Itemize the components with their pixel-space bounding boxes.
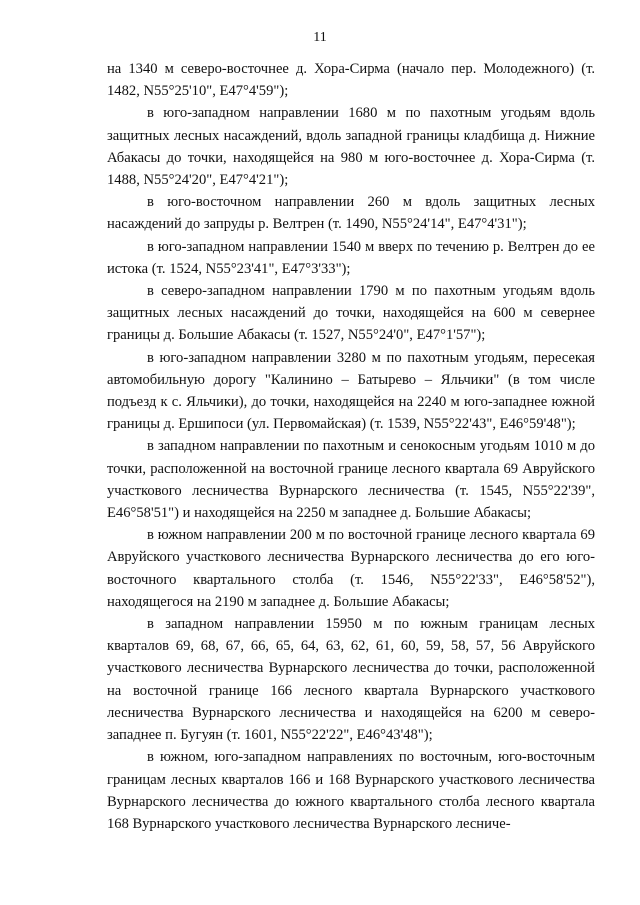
paragraph-8: в южном направлении 200 м по восточной границе лесного квартала 69 Авруйского участкового лесничества Вурнарского лесничества до его юго-восточного квартального столба (т. 1546, N55°22'33", E46°58'52"), находящегося на 2190 м западнее д. Большие Абакасы; [107, 527, 595, 610]
paragraph-10: в южном, юго-западном направлениях по восточным, юго-восточным границам лесных кварталов 166 и 168 Вурнарского участкового лесничества Вурнарского лесничества до южного квартального столба лесного квартала 168 Вурнарского участкового лесничества Вурнарского лесниче- [107, 749, 595, 832]
paragraph-2: в юго-западном направлении 1680 м по пахотным угодьям вдоль защитных лесных насаждений, вдоль западной границы кладбища д. Нижние Абакасы до точки, находящейся на 980 м юго-восточнее д. Хора-Сирма (т. 1488, N55°24'20", E47°4'21"); [107, 105, 595, 189]
paragraph-5: в северо-западном направлении 1790 м по пахотным угодьям вдоль защитных лесных насаждений до точки, находящейся на 600 м севернее границы д. Большие Абакасы (т. 1527, N55°24'0", E47°1'57"); [107, 283, 595, 344]
paragraph-7: в западном направлении по пахотным и сенокосным угодьям 1010 м до точки, расположенной на восточной границе лесного квартала 69 Авруйского участкового лесничества Вурнарского лесничества (т. 1545, N55°22'39", E46°58'51") и находящейся на 2250 м западнее д. Большие Абакасы; [107, 438, 595, 522]
paragraph-3: в юго-восточном направлении 260 м вдоль защитных лесных насаждений до запруды р. Велтрен (т. 1490, N55°24'14", E47°4'31"); [107, 194, 595, 233]
paragraph-6: в юго-западном направлении 3280 м по пахотным угодьям, пересекая автомобильную дорогу "Калинино – Батырево – Яльчики" (в том числе подъезд к с. Яльчики), до точки, находящейся на 2240 м юго-западнее южной границы д. Ершипоси (ул. Первомайская) (т. 1539, N55°22'43", E46°59'48"); [107, 349, 595, 433]
paragraph-1: на 1340 м северо-восточнее д. Хора-Сирма (начало пер. Молодежного) (т. 1482, N55°25'10", E47°4'59"); [107, 61, 595, 100]
page-number: 11 [313, 30, 327, 45]
document-body [107, 58, 595, 835]
paragraph-9: в западном направлении 15950 м по южным границам лесных кварталов 69, 68, 67, 66, 65, 64, 63, 62, 61, 60, 59, 58, 57, 56 Авруйского участкового лесничества Вурнарского лесничества до точки, расположенной на восточной границе 166 лесного квартала Вурнарского участкового лесничества Вурнарского лесничества и находящейся на 6200 м северо-западнее п. Бугуян (т. 1601, N55°22'22", E46°43'48"); [107, 616, 595, 744]
paragraph-4: в юго-западном направлении 1540 м вверх по течению р. Велтрен до ее истока (т. 1524, N55°23'41", E47°3'33"); [107, 238, 595, 277]
